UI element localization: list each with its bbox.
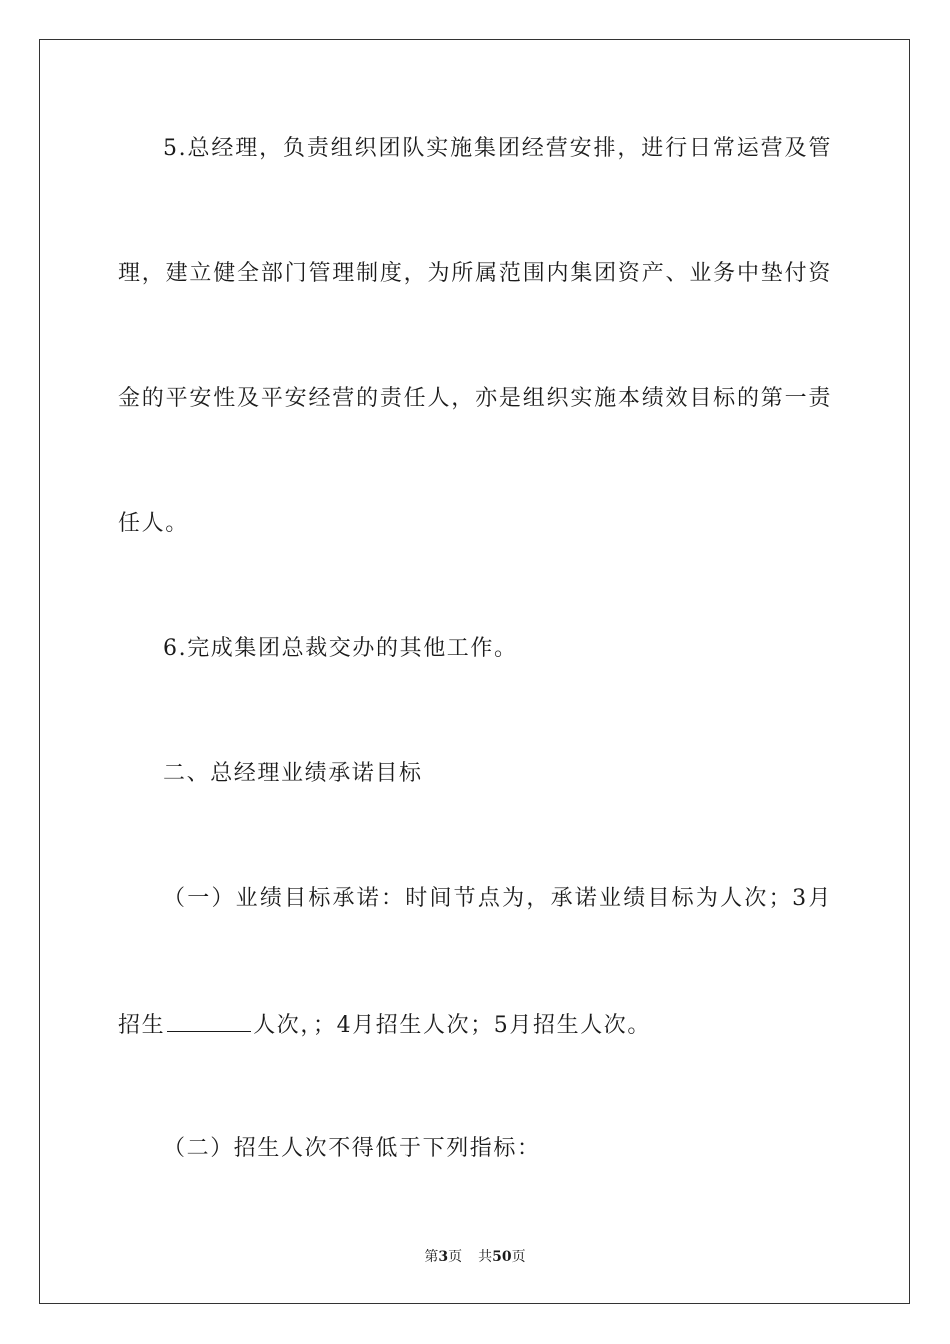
paragraph-line-2: 理，建立健全部门管理制度，为所属范围内集团资产、业务中垫付资 bbox=[118, 261, 832, 286]
line8-text-after: 人次，；4月招生人次；5月招生人次。 bbox=[253, 1013, 651, 1038]
page-suffix: 页 bbox=[448, 1249, 463, 1265]
total-suffix: 页 bbox=[511, 1249, 526, 1265]
section-heading: 二、总经理业绩承诺目标 bbox=[163, 761, 423, 786]
fill-in-blank bbox=[167, 1009, 251, 1032]
paragraph-line-9: （二）招生人次不得低于下列指标： bbox=[163, 1136, 541, 1161]
paragraph-line-5: 6.完成集团总裁交办的其他工作。 bbox=[163, 636, 518, 661]
page-prefix: 第 bbox=[424, 1249, 439, 1265]
page-footer bbox=[0, 1248, 950, 1266]
paragraph-line-4: 任人。 bbox=[118, 511, 189, 536]
total-pages: 50 bbox=[492, 1249, 512, 1265]
paragraph-line-8 bbox=[118, 1009, 832, 1041]
total-prefix: 共 bbox=[478, 1249, 493, 1265]
paragraph-line-7: （一）业绩目标承诺：时间节点为，承诺业绩目标为人次；3月 bbox=[163, 886, 832, 911]
line8-text-before: 招生 bbox=[118, 1013, 166, 1038]
page-border bbox=[39, 39, 910, 1304]
page-number: 3 bbox=[438, 1249, 449, 1265]
paragraph-line-1: 5.总经理，负责组织团队实施集团经营安排，进行日常运营及管 bbox=[163, 136, 832, 161]
paragraph-line-3: 金的平安性及平安经营的责任人，亦是组织实施本绩效目标的第一责 bbox=[118, 386, 832, 411]
